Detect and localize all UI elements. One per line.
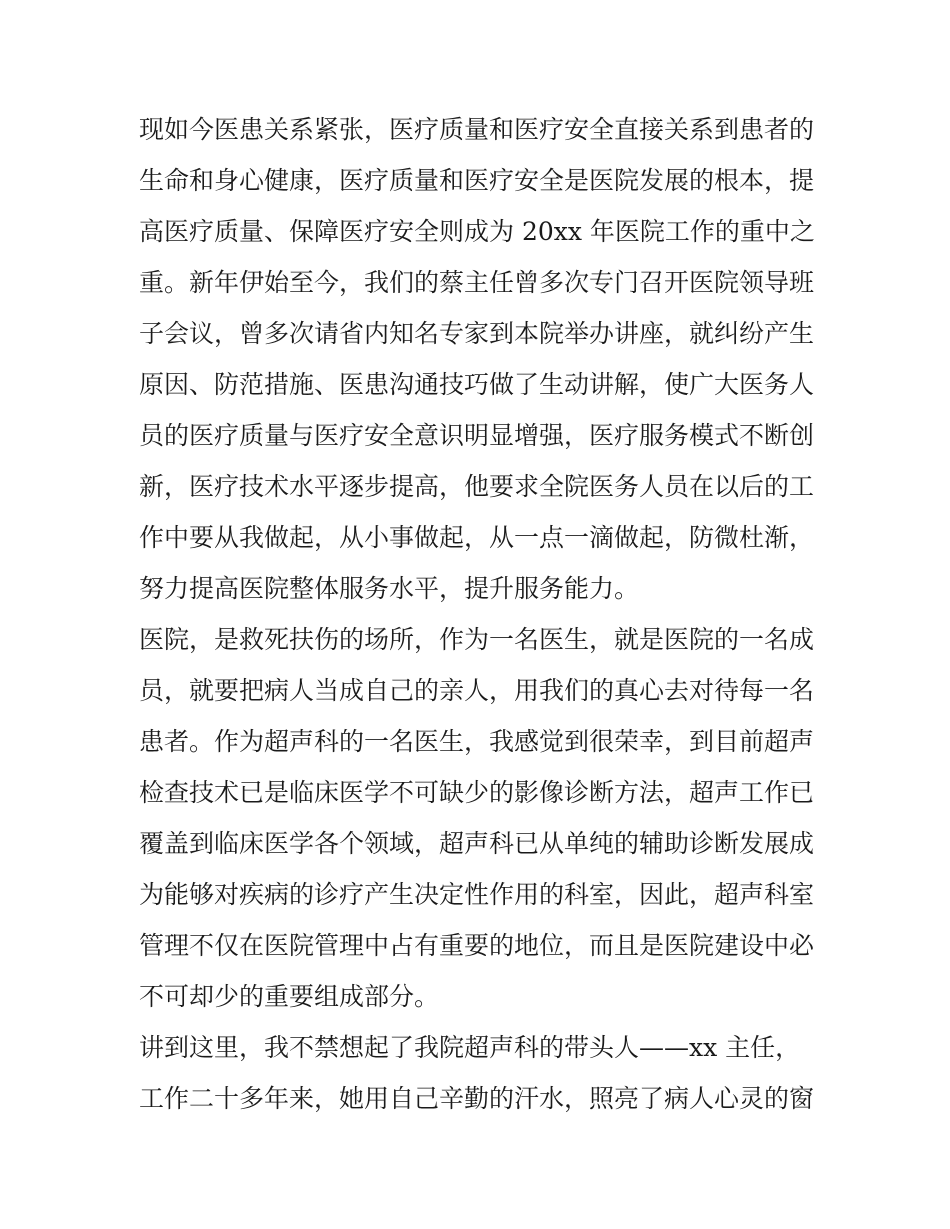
paragraph-1-line-2: 生命和身心健康，医疗质量和医疗安全是医院发展的根本，提 <box>139 166 815 195</box>
paragraph-1-line-9: 作中要从我做起，从小事做起，从一点一滴做起，防微杜渐， <box>139 523 815 552</box>
paragraph-1-line-4: 重。新年伊始至今，我们的蔡主任曾多次专门召开医院领导班 <box>139 268 815 297</box>
paragraph-1-line-8: 新，医疗技术水平逐步提高，他要求全院医务人员在以后的工 <box>139 472 815 501</box>
paragraph-1-line-6: 原因、防范措施、医患沟通技巧做了生动讲解，使广大医务人 <box>139 370 815 399</box>
paragraph-1-line-10: 努力提高医院整体服务水平，提升服务能力。 <box>139 574 640 603</box>
paragraph-1-line-3: 高医疗质量、保障医疗安全则成为 20xx 年医院工作的重中之 <box>139 217 815 246</box>
paragraph-2-line-6: 为能够对疾病的诊疗产生决定性作用的科室，因此，超声科室 <box>139 880 815 909</box>
paragraph-3-line-1: 讲到这里，我不禁想起了我院超声科的带头人——xx 主任， <box>139 1033 801 1062</box>
paragraph-1-line-7: 员的医疗质量与医疗安全意识明显增强，医疗服务模式不断创 <box>139 421 815 450</box>
paragraph-2-line-7: 管理不仅在医院管理中占有重要的地位，而且是医院建设中必 <box>139 931 815 960</box>
paragraph-2-line-4: 检查技术已是临床医学不可缺少的影像诊断方法，超声工作已 <box>139 778 815 807</box>
paragraph-2-line-5: 覆盖到临床医学各个领域，超声科已从单纯的辅助诊断发展成 <box>139 829 815 858</box>
paragraph-2-line-8: 不可却少的重要组成部分。 <box>139 982 440 1011</box>
paragraph-1-line-5: 子会议，曾多次请省内知名专家到本院举办讲座，就纠纷产生 <box>139 319 815 348</box>
paragraph-2-line-1: 医院，是救死扶伤的场所，作为一名医生，就是医院的一名成 <box>139 625 815 654</box>
paragraph-1-line-1: 现如今医患关系紧张，医疗质量和医疗安全直接关系到患者的 <box>139 115 815 144</box>
paragraph-2-line-3: 患者。作为超声科的一名医生，我感觉到很荣幸，到目前超声 <box>139 727 815 756</box>
paragraph-2-line-2: 员，就要把病人当成自己的亲人，用我们的真心去对待每一名 <box>139 676 815 705</box>
paragraph-3-line-2: 工作二十多年来，她用自己辛勤的汗水，照亮了病人心灵的窗 <box>139 1084 815 1113</box>
